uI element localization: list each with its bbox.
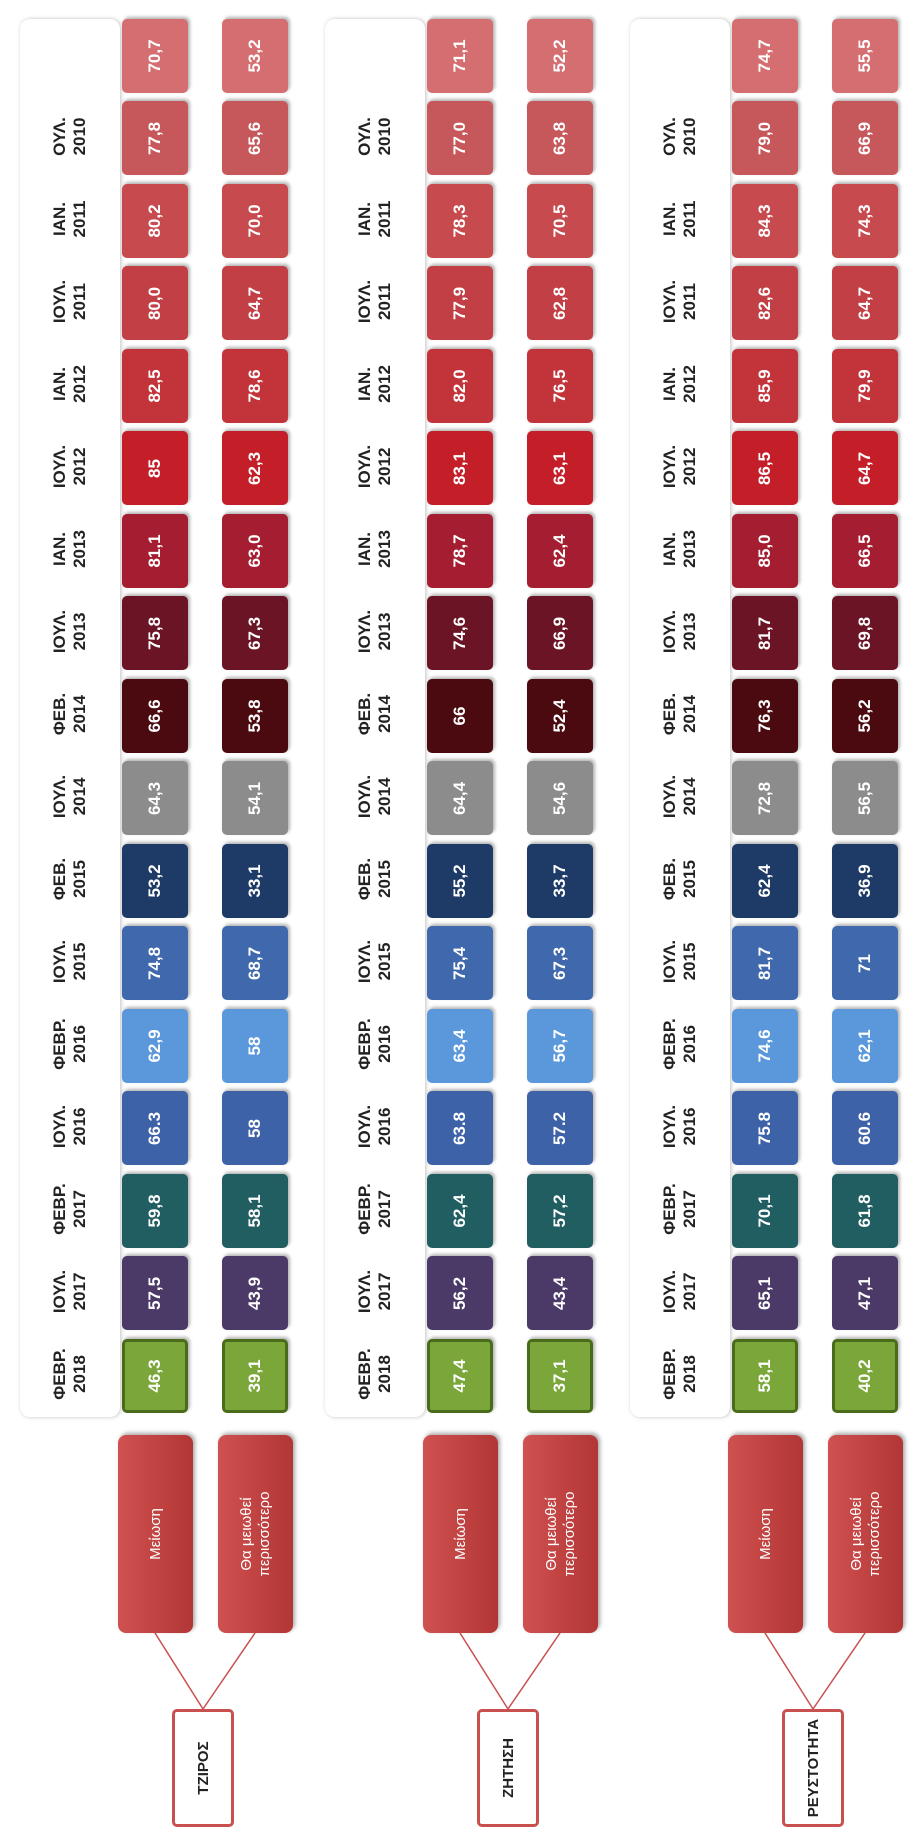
- value-cell: 84,3: [732, 184, 798, 258]
- value-cell: 56,2: [427, 1257, 493, 1331]
- value-cell: 62,4: [732, 844, 798, 918]
- value-cell: 82,5: [122, 349, 188, 423]
- value-cell: 66: [427, 679, 493, 753]
- period-label: ΙΟΥΛ. 2017: [660, 1269, 699, 1314]
- value-cell: 58,1: [222, 1174, 288, 1248]
- value-cell: 62,4: [527, 514, 593, 588]
- period-label: ΙΟΥΛ. 2015: [660, 939, 699, 984]
- period-label: ΙΑΝ. 2012: [660, 365, 699, 403]
- value-cell: 70,1: [732, 1174, 798, 1248]
- value-cell: 63,0: [222, 514, 288, 588]
- value-cell: 40,2: [832, 1339, 898, 1413]
- period-label: ΙΟΥΛ. 2017: [355, 1269, 394, 1314]
- value-cell: 74,3: [832, 184, 898, 258]
- value-cell: 33,1: [222, 844, 288, 918]
- connector-line: [155, 1633, 203, 1709]
- value-cell: 75.8: [732, 1092, 798, 1166]
- period-label: ΟΥΛ. 2010: [355, 117, 394, 156]
- value-cell: 64,7: [222, 267, 288, 341]
- period-label: ΦΕΒ. 2014: [660, 692, 699, 736]
- period-label: ΟΥΛ. 2010: [660, 117, 699, 156]
- period-label: ΦΕΒ. 2014: [50, 692, 89, 736]
- connector-line: [508, 1633, 560, 1709]
- value-cell: 71,1: [427, 19, 493, 93]
- value-cell: 77,9: [427, 267, 493, 341]
- row-label-further-decrease: Θα μειωθεί περισσότερο: [218, 1435, 293, 1633]
- value-cell: 63,1: [527, 432, 593, 506]
- period-label: ΙΑΝ. 2012: [355, 365, 394, 403]
- value-cell: 54,1: [222, 762, 288, 836]
- category-label: ΡΕΥΣΤΟΤΗΤΑ: [782, 1709, 844, 1827]
- value-cell: 70,7: [122, 19, 188, 93]
- value-cell: 56,5: [832, 762, 898, 836]
- value-cell: 71: [832, 927, 898, 1001]
- value-cell: 33,7: [527, 844, 593, 918]
- connector-line: [203, 1633, 255, 1709]
- value-cell: 62,3: [222, 432, 288, 506]
- value-cell: 83,1: [427, 432, 493, 506]
- period-label: ΙΟΥΛ. 2016: [355, 1104, 394, 1149]
- value-cell: 64,7: [832, 267, 898, 341]
- value-cell: 62,4: [427, 1174, 493, 1248]
- period-label: ΙΟΥΛ. 2012: [50, 444, 89, 489]
- value-cell: 67,3: [222, 597, 288, 671]
- value-cell: 64,4: [427, 762, 493, 836]
- value-cell: 57.2: [527, 1092, 593, 1166]
- value-cell: 58,1: [732, 1339, 798, 1413]
- period-label: ΦΕΒΡ. 2017: [50, 1183, 89, 1235]
- value-cell: 70,5: [527, 184, 593, 258]
- value-cell: 74,7: [732, 19, 798, 93]
- value-cell: 52,2: [527, 19, 593, 93]
- value-cell: 74,6: [732, 1009, 798, 1083]
- value-cell: 85: [122, 432, 188, 506]
- period-label: ΙΟΥΛ. 2014: [50, 774, 89, 819]
- period-label: ΙΟΥΛ. 2015: [50, 939, 89, 984]
- value-cell: 62,1: [832, 1009, 898, 1083]
- period-label: ΙΑΝ. 2011: [50, 200, 89, 238]
- category-label: ΖΗΤΗΣΗ: [477, 1709, 539, 1827]
- value-cell: 78,3: [427, 184, 493, 258]
- value-cell: 36,9: [832, 844, 898, 918]
- value-cell: 43,9: [222, 1257, 288, 1331]
- value-cell: 53,2: [122, 844, 188, 918]
- period-label: ΦΕΒΡ. 2016: [50, 1018, 89, 1070]
- period-label: ΙΑΝ. 2013: [355, 530, 394, 568]
- period-label: ΙΟΥΛ. 2012: [660, 444, 699, 489]
- value-cell: 80,0: [122, 267, 188, 341]
- value-cell: 53,2: [222, 19, 288, 93]
- value-cell: 70,0: [222, 184, 288, 258]
- value-cell: 74,8: [122, 927, 188, 1001]
- value-cell: 52,4: [527, 679, 593, 753]
- period-label: ΦΕΒΡ. 2016: [355, 1018, 394, 1070]
- value-cell: 82,6: [732, 267, 798, 341]
- value-cell: 57,2: [527, 1174, 593, 1248]
- value-cell: 37,1: [527, 1339, 593, 1413]
- value-cell: 85,9: [732, 349, 798, 423]
- value-cell: 79,9: [832, 349, 898, 423]
- period-label: ΦΕΒΡ. 2017: [355, 1183, 394, 1235]
- value-cell: 65,1: [732, 1257, 798, 1331]
- period-label: ΦΕΒ. 2015: [355, 857, 394, 901]
- period-label: ΙΟΥΛ. 2011: [355, 279, 394, 324]
- category-label: ΤΖΙΡΟΣ: [172, 1709, 234, 1827]
- period-label: ΙΑΝ. 2013: [50, 530, 89, 568]
- row-label-further-decrease: Θα μειωθεί περισσότερο: [523, 1435, 598, 1633]
- value-cell: 56,7: [527, 1009, 593, 1083]
- period-label: ΦΕΒ. 2015: [660, 857, 699, 901]
- value-cell: 66,5: [832, 514, 898, 588]
- value-cell: 77,0: [427, 102, 493, 176]
- value-cell: 66.3: [122, 1092, 188, 1166]
- value-cell: 55,2: [427, 844, 493, 918]
- value-cell: 86,5: [732, 432, 798, 506]
- period-label: ΙΑΝ. 2012: [50, 365, 89, 403]
- value-cell: 58: [222, 1009, 288, 1083]
- value-cell: 67,3: [527, 927, 593, 1001]
- value-cell: 66,9: [527, 597, 593, 671]
- period-label: ΙΟΥΛ. 2015: [355, 939, 394, 984]
- value-cell: 75,4: [427, 927, 493, 1001]
- period-label: ΙΟΥΛ. 2011: [50, 279, 89, 324]
- value-cell: 64,7: [832, 432, 898, 506]
- value-cell: 72,8: [732, 762, 798, 836]
- connector-line: [813, 1633, 865, 1709]
- value-cell: 64,3: [122, 762, 188, 836]
- period-label: ΦΕΒ. 2014: [355, 692, 394, 736]
- value-cell: 68,7: [222, 927, 288, 1001]
- value-cell: 80,2: [122, 184, 188, 258]
- value-cell: 58: [222, 1092, 288, 1166]
- period-label: ΙΟΥΛ. 2011: [660, 279, 699, 324]
- value-cell: 47,1: [832, 1257, 898, 1331]
- value-cell: 81,7: [732, 597, 798, 671]
- value-cell: 43,4: [527, 1257, 593, 1331]
- value-cell: 76,5: [527, 349, 593, 423]
- period-label: ΙΑΝ. 2011: [355, 200, 394, 238]
- value-cell: 59,8: [122, 1174, 188, 1248]
- period-label: ΙΑΝ. 2011: [660, 200, 699, 238]
- value-cell: 78,6: [222, 349, 288, 423]
- value-cell: 76,3: [732, 679, 798, 753]
- value-cell: 56,2: [832, 679, 898, 753]
- period-label: ΙΟΥΛ. 2014: [660, 774, 699, 819]
- period-label: ΦΕΒ. 2015: [50, 857, 89, 901]
- row-label-decrease: Μείωση: [728, 1435, 803, 1633]
- value-cell: 55,5: [832, 19, 898, 93]
- connector-line: [765, 1633, 813, 1709]
- value-cell: 82,0: [427, 349, 493, 423]
- value-cell: 66,6: [122, 679, 188, 753]
- value-cell: 39,1: [222, 1339, 288, 1413]
- row-label-decrease: Μείωση: [423, 1435, 498, 1633]
- period-label: ΙΟΥΛ. 2012: [355, 444, 394, 489]
- period-label: ΙΟΥΛ. 2017: [50, 1269, 89, 1314]
- value-cell: 85,0: [732, 514, 798, 588]
- value-cell: 65,6: [222, 102, 288, 176]
- period-label: ΟΥΛ. 2010: [50, 117, 89, 156]
- value-cell: 81,7: [732, 927, 798, 1001]
- value-cell: 53,8: [222, 679, 288, 753]
- row-label-decrease: Μείωση: [118, 1435, 193, 1633]
- value-cell: 77,8: [122, 102, 188, 176]
- period-label: ΙΟΥΛ. 2013: [355, 609, 394, 654]
- value-cell: 62,8: [527, 267, 593, 341]
- period-label: ΙΟΥΛ. 2014: [355, 774, 394, 819]
- value-cell: 69,8: [832, 597, 898, 671]
- value-cell: 81,1: [122, 514, 188, 588]
- value-cell: 78,7: [427, 514, 493, 588]
- value-cell: 66,9: [832, 102, 898, 176]
- connector-line: [460, 1633, 508, 1709]
- value-cell: 63.8: [427, 1092, 493, 1166]
- period-label: ΙΟΥΛ. 2016: [50, 1104, 89, 1149]
- period-label: ΦΕΒΡ. 2016: [660, 1018, 699, 1070]
- row-label-further-decrease: Θα μειωθεί περισσότερο: [828, 1435, 903, 1633]
- period-label: ΙΟΥΛ. 2016: [660, 1104, 699, 1149]
- period-label: ΙΑΝ. 2013: [660, 530, 699, 568]
- value-cell: 47,4: [427, 1339, 493, 1413]
- value-cell: 74,6: [427, 597, 493, 671]
- period-label: ΦΕΒΡ. 2018: [660, 1348, 699, 1400]
- period-label: ΦΕΒΡ. 2018: [355, 1348, 394, 1400]
- period-label: ΦΕΒΡ. 2018: [50, 1348, 89, 1400]
- value-cell: 61,8: [832, 1174, 898, 1248]
- value-cell: 75,8: [122, 597, 188, 671]
- value-cell: 63,4: [427, 1009, 493, 1083]
- period-label: ΦΕΒΡ. 2017: [660, 1183, 699, 1235]
- value-cell: 63,8: [527, 102, 593, 176]
- value-cell: 62,9: [122, 1009, 188, 1083]
- value-cell: 54,6: [527, 762, 593, 836]
- period-label: ΙΟΥΛ. 2013: [50, 609, 89, 654]
- period-label: ΙΟΥΛ. 2013: [660, 609, 699, 654]
- value-cell: 46,3: [122, 1339, 188, 1413]
- value-cell: 79,0: [732, 102, 798, 176]
- value-cell: 60.6: [832, 1092, 898, 1166]
- value-cell: 57,5: [122, 1257, 188, 1331]
